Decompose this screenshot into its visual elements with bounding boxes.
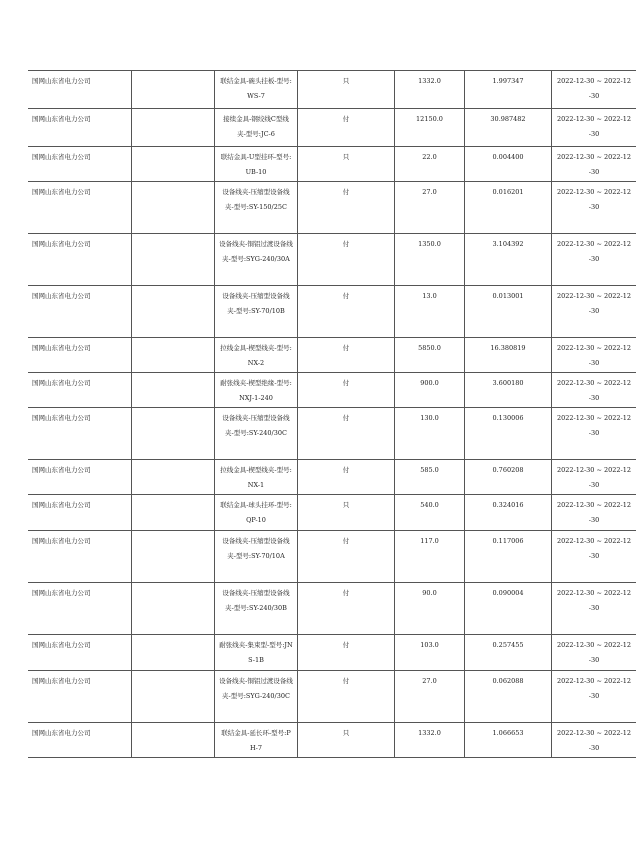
period-cell: 2022-12-30 ~ 2022-12-30 — [552, 408, 636, 460]
quantity-cell: 27.0 — [395, 182, 465, 234]
unit-cell: 付 — [298, 286, 395, 338]
table-row — [28, 723, 636, 758]
table-row — [28, 671, 636, 723]
table-row — [28, 583, 636, 635]
table-row — [28, 460, 636, 495]
org-cell: 国网山东省电力公司 — [28, 373, 132, 408]
org-cell: 国网山东省电力公司 — [28, 286, 132, 338]
table-row — [28, 408, 636, 460]
empty-cell — [132, 71, 215, 109]
org-cell: 国网山东省电力公司 — [28, 71, 132, 109]
org-cell: 国网山东省电力公司 — [28, 723, 132, 758]
org-cell: 国网山东省电力公司 — [28, 338, 132, 373]
item-name-cell: 拉线金具-楔型线夹-型号:NX-1 — [215, 460, 298, 495]
quantity-cell: 103.0 — [395, 635, 465, 671]
empty-cell — [132, 147, 215, 182]
amount-cell: 1.997347 — [465, 71, 552, 109]
item-name-cell: 设备线夹-压缩型设备线夹-型号:SY-240/30B — [215, 583, 298, 635]
empty-cell — [132, 460, 215, 495]
item-name-cell: 设备线夹-铜铝过渡设备线夹-型号:SYG-240/30C — [215, 671, 298, 723]
table-row — [28, 234, 636, 286]
quantity-cell: 117.0 — [395, 531, 465, 583]
period-cell: 2022-12-30 ~ 2022-12-30 — [552, 109, 636, 147]
quantity-cell: 22.0 — [395, 147, 465, 182]
item-name-cell: 设备线夹-压缩型设备线夹-型号:SY-240/30C — [215, 408, 298, 460]
table-row — [28, 71, 636, 109]
unit-cell: 付 — [298, 671, 395, 723]
unit-cell: 付 — [298, 460, 395, 495]
org-cell: 国网山东省电力公司 — [28, 531, 132, 583]
period-cell: 2022-12-30 ~ 2022-12-30 — [552, 583, 636, 635]
org-cell: 国网山东省电力公司 — [28, 408, 132, 460]
item-name-cell: 接续金具-钢绞线C型线夹-型号:JC-6 — [215, 109, 298, 147]
quantity-cell: 27.0 — [395, 671, 465, 723]
item-name-cell: 耐张线夹-楔型绝缘-型号:NXJ-1-240 — [215, 373, 298, 408]
amount-cell: 0.016201 — [465, 182, 552, 234]
unit-cell: 付 — [298, 408, 395, 460]
unit-cell: 付 — [298, 531, 395, 583]
amount-cell: 0.090004 — [465, 583, 552, 635]
period-cell: 2022-12-30 ~ 2022-12-30 — [552, 182, 636, 234]
amount-cell: 0.117006 — [465, 531, 552, 583]
period-cell: 2022-12-30 ~ 2022-12-30 — [552, 723, 636, 758]
amount-cell: 0.257455 — [465, 635, 552, 671]
unit-cell: 付 — [298, 635, 395, 671]
org-cell: 国网山东省电力公司 — [28, 671, 132, 723]
period-cell: 2022-12-30 ~ 2022-12-30 — [552, 635, 636, 671]
item-name-cell: 联结金具-延长环-型号:PH-7 — [215, 723, 298, 758]
table-row — [28, 286, 636, 338]
quantity-cell: 540.0 — [395, 495, 465, 531]
unit-cell: 付 — [298, 338, 395, 373]
item-name-cell: 联结金具-碗头挂板-型号:WS-7 — [215, 71, 298, 109]
empty-cell — [132, 583, 215, 635]
period-cell: 2022-12-30 ~ 2022-12-30 — [552, 671, 636, 723]
empty-cell — [132, 671, 215, 723]
item-name-cell: 耐张线夹-集束型-型号:JNS-1B — [215, 635, 298, 671]
empty-cell — [132, 495, 215, 531]
org-cell: 国网山东省电力公司 — [28, 147, 132, 182]
unit-cell: 只 — [298, 147, 395, 182]
item-name-cell: 设备线夹-压缩型设备线夹-型号:SY-70/10A — [215, 531, 298, 583]
unit-cell: 只 — [298, 495, 395, 531]
org-cell: 国网山东省电力公司 — [28, 109, 132, 147]
table-row — [28, 338, 636, 373]
org-cell: 国网山东省电力公司 — [28, 234, 132, 286]
amount-cell: 1.066653 — [465, 723, 552, 758]
period-cell: 2022-12-30 ~ 2022-12-30 — [552, 373, 636, 408]
unit-cell: 付 — [298, 373, 395, 408]
empty-cell — [132, 723, 215, 758]
procurement-table — [28, 70, 636, 758]
amount-cell: 0.130006 — [465, 408, 552, 460]
unit-cell: 付 — [298, 583, 395, 635]
empty-cell — [132, 408, 215, 460]
table-row — [28, 182, 636, 234]
org-cell: 国网山东省电力公司 — [28, 583, 132, 635]
item-name-cell: 设备线夹-压缩型设备线夹-型号:SY-150/25C — [215, 182, 298, 234]
period-cell: 2022-12-30 ~ 2022-12-30 — [552, 286, 636, 338]
table-row — [28, 531, 636, 583]
item-name-cell: 拉线金具-楔型线夹-型号:NX-2 — [215, 338, 298, 373]
amount-cell: 3.104392 — [465, 234, 552, 286]
amount-cell: 0.760208 — [465, 460, 552, 495]
period-cell: 2022-12-30 ~ 2022-12-30 — [552, 147, 636, 182]
quantity-cell: 5850.0 — [395, 338, 465, 373]
empty-cell — [132, 182, 215, 234]
quantity-cell: 13.0 — [395, 286, 465, 338]
table-row — [28, 495, 636, 531]
item-name-cell: 联结金具-球头挂环-型号:QP-10 — [215, 495, 298, 531]
quantity-cell: 130.0 — [395, 408, 465, 460]
quantity-cell: 1332.0 — [395, 71, 465, 109]
period-cell: 2022-12-30 ~ 2022-12-30 — [552, 338, 636, 373]
empty-cell — [132, 635, 215, 671]
item-name-cell: 联结金具-U型挂环-型号:UB-10 — [215, 147, 298, 182]
unit-cell: 付 — [298, 182, 395, 234]
period-cell: 2022-12-30 ~ 2022-12-30 — [552, 531, 636, 583]
quantity-cell: 1350.0 — [395, 234, 465, 286]
table-row — [28, 109, 636, 147]
empty-cell — [132, 109, 215, 147]
empty-cell — [132, 373, 215, 408]
unit-cell: 只 — [298, 71, 395, 109]
unit-cell: 付 — [298, 109, 395, 147]
table-body — [28, 71, 636, 758]
unit-cell: 付 — [298, 234, 395, 286]
item-name-cell: 设备线夹-铜铝过渡设备线夹-型号:SYG-240/30A — [215, 234, 298, 286]
empty-cell — [132, 286, 215, 338]
period-cell: 2022-12-30 ~ 2022-12-30 — [552, 234, 636, 286]
amount-cell: 3.600180 — [465, 373, 552, 408]
quantity-cell: 585.0 — [395, 460, 465, 495]
org-cell: 国网山东省电力公司 — [28, 495, 132, 531]
quantity-cell: 900.0 — [395, 373, 465, 408]
quantity-cell: 1332.0 — [395, 723, 465, 758]
empty-cell — [132, 531, 215, 583]
amount-cell: 30.987482 — [465, 109, 552, 147]
table-row — [28, 373, 636, 408]
item-name-cell: 设备线夹-压缩型设备线夹-型号:SY-70/10B — [215, 286, 298, 338]
amount-cell: 0.004400 — [465, 147, 552, 182]
amount-cell: 16.380819 — [465, 338, 552, 373]
unit-cell: 只 — [298, 723, 395, 758]
org-cell: 国网山东省电力公司 — [28, 182, 132, 234]
period-cell: 2022-12-30 ~ 2022-12-30 — [552, 71, 636, 109]
period-cell: 2022-12-30 ~ 2022-12-30 — [552, 495, 636, 531]
empty-cell — [132, 338, 215, 373]
table-row — [28, 635, 636, 671]
quantity-cell: 12150.0 — [395, 109, 465, 147]
amount-cell: 0.062088 — [465, 671, 552, 723]
amount-cell: 0.013001 — [465, 286, 552, 338]
table-row — [28, 147, 636, 182]
org-cell: 国网山东省电力公司 — [28, 635, 132, 671]
empty-cell — [132, 234, 215, 286]
amount-cell: 0.324016 — [465, 495, 552, 531]
period-cell: 2022-12-30 ~ 2022-12-30 — [552, 460, 636, 495]
quantity-cell: 90.0 — [395, 583, 465, 635]
org-cell: 国网山东省电力公司 — [28, 460, 132, 495]
